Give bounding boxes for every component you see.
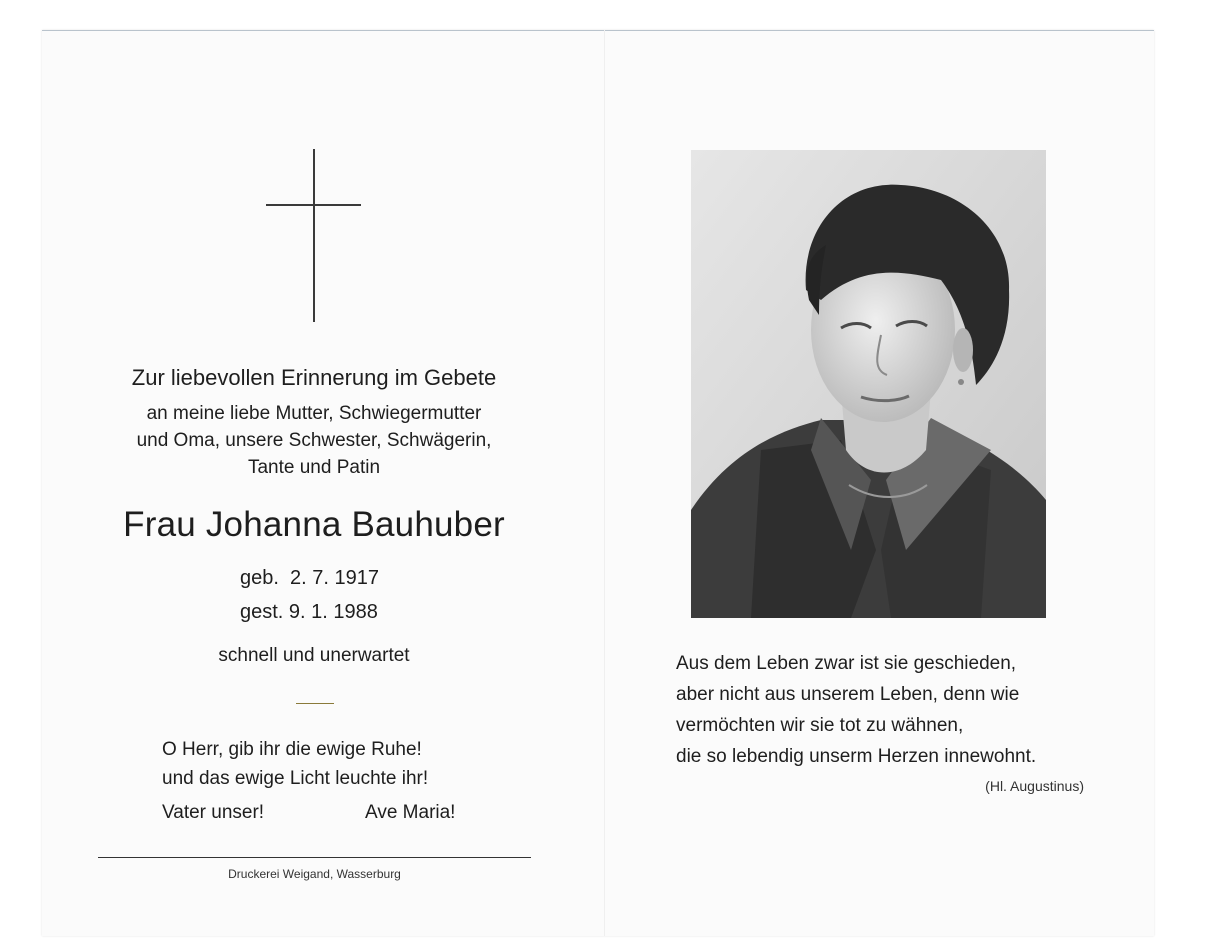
prayer — [162, 735, 482, 793]
printer-rule — [98, 857, 531, 858]
intro-text — [60, 400, 568, 481]
card-top-edge — [42, 30, 1154, 31]
printer-credit: Druckerei Weigand, Wasserburg — [228, 867, 401, 881]
intro-line: an meine liebe Mutter, Schwiegermutter — [146, 403, 482, 424]
divider — [296, 703, 334, 704]
quote-line: aber nicht aus unserem Leben, denn wie — [676, 684, 1020, 705]
deceased-name: Frau Johanna Bauhuber — [123, 505, 505, 544]
life-dates — [240, 561, 460, 629]
ave-maria: Ave Maria! — [365, 802, 456, 823]
card-fold — [604, 30, 605, 936]
prayer-line: und das ewige Licht leuchte ihr! — [162, 768, 429, 789]
vater-unser: Vater unser! — [162, 802, 265, 823]
portrait-photo-image — [691, 150, 1046, 618]
quote-line: die so lebendig unserm Herzen innewohnt. — [676, 746, 1037, 767]
cross-icon — [313, 149, 315, 322]
cross-icon-crossbar — [266, 204, 361, 206]
manner-of-death: schnell und unerwartet — [218, 645, 410, 666]
death-date: gest. 9. 1. 1988 — [240, 601, 378, 623]
intro-heading: Zur liebevollen Erinnerung im Gebete — [131, 365, 497, 390]
quote-line: vermöchten wir sie tot zu wähnen, — [676, 715, 964, 736]
prayer-line: O Herr, gib ihr die ewige Ruhe! — [162, 739, 422, 760]
quote-attribution: (Hl. Augustinus) — [985, 778, 1084, 794]
quote-line: Aus dem Leben zwar ist sie geschieden, — [676, 653, 1017, 674]
portrait-photo — [691, 150, 1046, 618]
birth-date: geb. 2. 7. 1917 — [240, 567, 380, 589]
intro-line: und Oma, unsere Schwester, Schwägerin, — [136, 430, 492, 451]
quote — [676, 648, 1126, 772]
intro-line: Tante und Patin — [247, 457, 381, 478]
